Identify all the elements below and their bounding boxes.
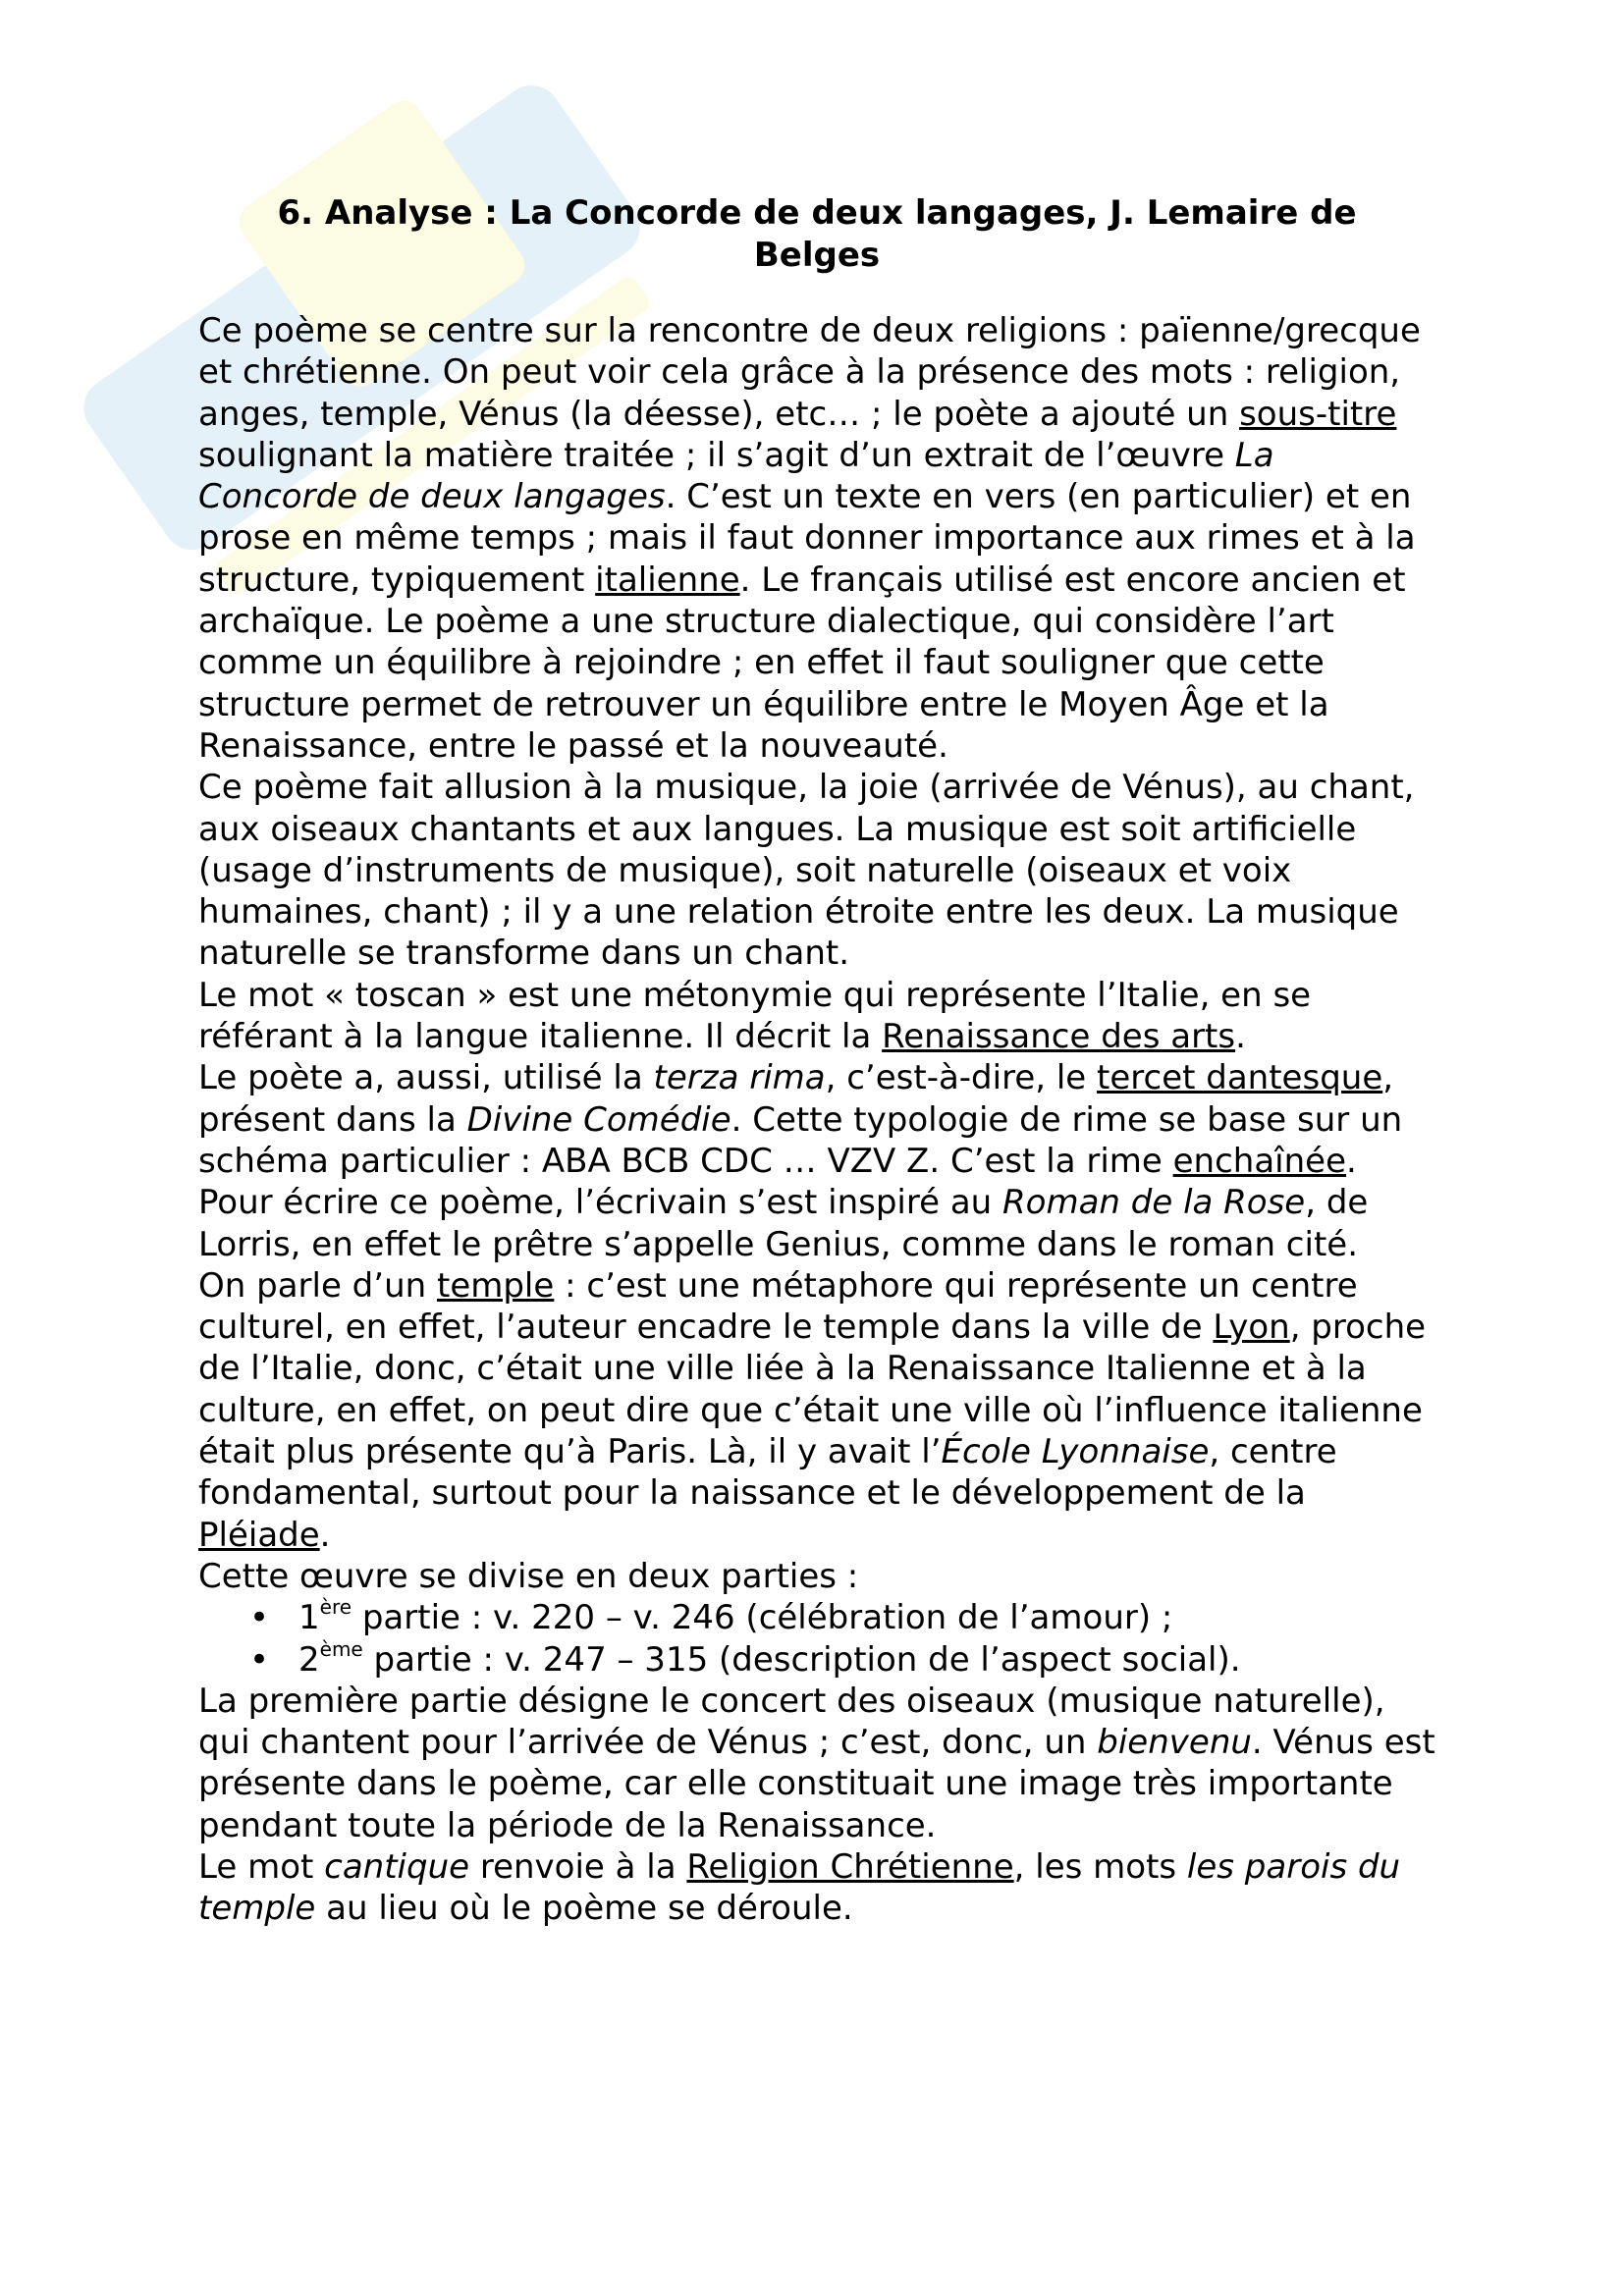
ordinal-suffix: ère	[319, 1595, 352, 1620]
underlined-term: italienne	[595, 560, 740, 600]
text-run: On parle d’un	[198, 1265, 437, 1306]
document-body	[198, 310, 1435, 1930]
paragraph-1	[198, 310, 1435, 767]
parts-list	[198, 1597, 1435, 1681]
italic-term: terza rima	[653, 1058, 826, 1098]
italic-term: les parois du temple	[198, 1846, 1401, 1929]
underlined-term: Pléiade	[198, 1515, 320, 1555]
text-run: .	[319, 1515, 331, 1555]
italic-term: cantique	[324, 1846, 470, 1887]
text-run: , les mots	[1013, 1846, 1187, 1887]
paragraph-8	[198, 1846, 1435, 1930]
underlined-term: enchaînée	[1172, 1141, 1347, 1181]
text-run: . Le français utilisé est encore ancien et archaïque. Le poème a une structure dialectique, qui considère l’art comme un équilibre à rejoindre ; en effet il faut souligner que cette structure permet de retrouver un équilibre entre le Moyen Âge et la Renaissance, entre le passé et la nouveauté.	[198, 560, 1406, 766]
text-run: , centre fondamental, surtout pour la naissance et le développement de la	[198, 1432, 1337, 1514]
text-run: , c’est-à-dire, le	[825, 1058, 1098, 1098]
text-run: Le poète a, aussi, utilisé la	[198, 1058, 654, 1098]
paragraph-7	[198, 1681, 1435, 1846]
text-run: , présent dans la	[198, 1058, 1394, 1140]
underlined-term: sous-titre	[1239, 394, 1397, 434]
text-run: Le mot « toscan » est une métonymie qui représente l’Italie, en se référant à la langue italienne. Il décrit la	[198, 975, 1312, 1057]
underlined-term: temple	[436, 1265, 555, 1306]
italic-title: La Concorde de deux langages	[198, 435, 1274, 517]
underlined-term: tercet dantesque	[1097, 1058, 1383, 1098]
italic-term: bienvenu	[1097, 1723, 1252, 1763]
part-description: partie : v. 220 – v. 246 (célébration de l’amour) ;	[352, 1598, 1173, 1638]
text-run: . Pour écrire ce poème, l’écrivain s’est inspiré au	[198, 1141, 1357, 1223]
text-run: , de Lorris, en effet le prêtre s’appelle Genius, comme dans le roman cité.	[198, 1183, 1369, 1264]
list-item	[249, 1597, 1435, 1638]
text-run: au lieu où le poème se déroule.	[315, 1889, 853, 1929]
italic-title: Divine Comédie	[466, 1099, 731, 1140]
paragraph-2: Ce poème fait allusion à la musique, la joie (arrivée de Vénus), au chant, aux oiseaux chantants et aux langues. La musique est soit artificielle (usage d’instruments de musique), soit naturelle (oiseaux et voix humaines, chant) ; il y a une relation étroite entre les deux. La musique naturelle se transforme dans un chant.	[198, 768, 1415, 974]
document-page	[198, 192, 1435, 1930]
text-run: , proche de l’Italie, donc, c’était une ville liée à la Renaissance Italienne et à la culture, en effet, on peut dire que c’était une ville où l’influence italienne était plus présente qu’à Paris. Là, il y avait l’	[198, 1308, 1427, 1472]
ordinal-suffix: ème	[319, 1636, 363, 1661]
underlined-term: Renaissance des arts	[882, 1017, 1236, 1057]
list-item	[249, 1636, 1435, 1681]
text-run: Ce poème se centre sur la rencontre de deux religions : païenne/grecque et chrétienne. On peut voir cela grâce à la présence des mots : religion, anges, temple, Vénus (la déesse), etc… ; le poète a ajouté un	[198, 311, 1421, 434]
text-run: . Vénus est présente dans le poème, car elle constituait une image très importante pendant toute la période de la Renaissance.	[198, 1723, 1435, 1845]
paragraph-5	[198, 1265, 1435, 1556]
text-run: .	[1235, 1017, 1246, 1057]
paragraph-4	[198, 1057, 1435, 1264]
text-run: soulignant la matière traitée ; il s’agit d’un extrait de l’œuvre	[198, 435, 1235, 475]
paragraph-6: Cette œuvre se divise en deux parties :	[198, 1556, 859, 1596]
underlined-term: Lyon	[1213, 1308, 1290, 1348]
italic-title: Roman de la Rose	[1002, 1183, 1306, 1223]
text-run: : c’est une métaphore qui représente un centre culturel, en effet, l’auteur encadre le temple dans la ville de	[198, 1265, 1358, 1348]
paragraph-3	[198, 975, 1435, 1058]
text-run: renvoie à la	[469, 1846, 687, 1887]
text-run: . C’est un texte en vers (en particulier) et en prose en même temps ; mais il faut donner importance aux rimes et à la structure, typiquement	[198, 477, 1416, 600]
part-number: 2	[298, 1639, 320, 1680]
part-description: partie : v. 247 – 315 (description de l’aspect social).	[362, 1639, 1241, 1680]
text-run: Le mot	[198, 1846, 325, 1887]
text-run: La première partie désigne le concert des oiseaux (musique naturelle), qui chantent pour l’arrivée de Vénus ; c’est, donc, un	[198, 1681, 1385, 1763]
italic-term: École Lyonnaise	[941, 1432, 1210, 1472]
underlined-term: Religion Chrétienne	[686, 1846, 1014, 1887]
document-title: 6. Analyse : La Concorde de deux langages, J. Lemaire de Belges	[277, 193, 1357, 275]
text-run: . Cette typologie de rime se base sur un schéma particulier : ABA BCB CDC … VZV Z. C’est la rime	[198, 1099, 1403, 1181]
part-number: 1	[298, 1598, 320, 1638]
